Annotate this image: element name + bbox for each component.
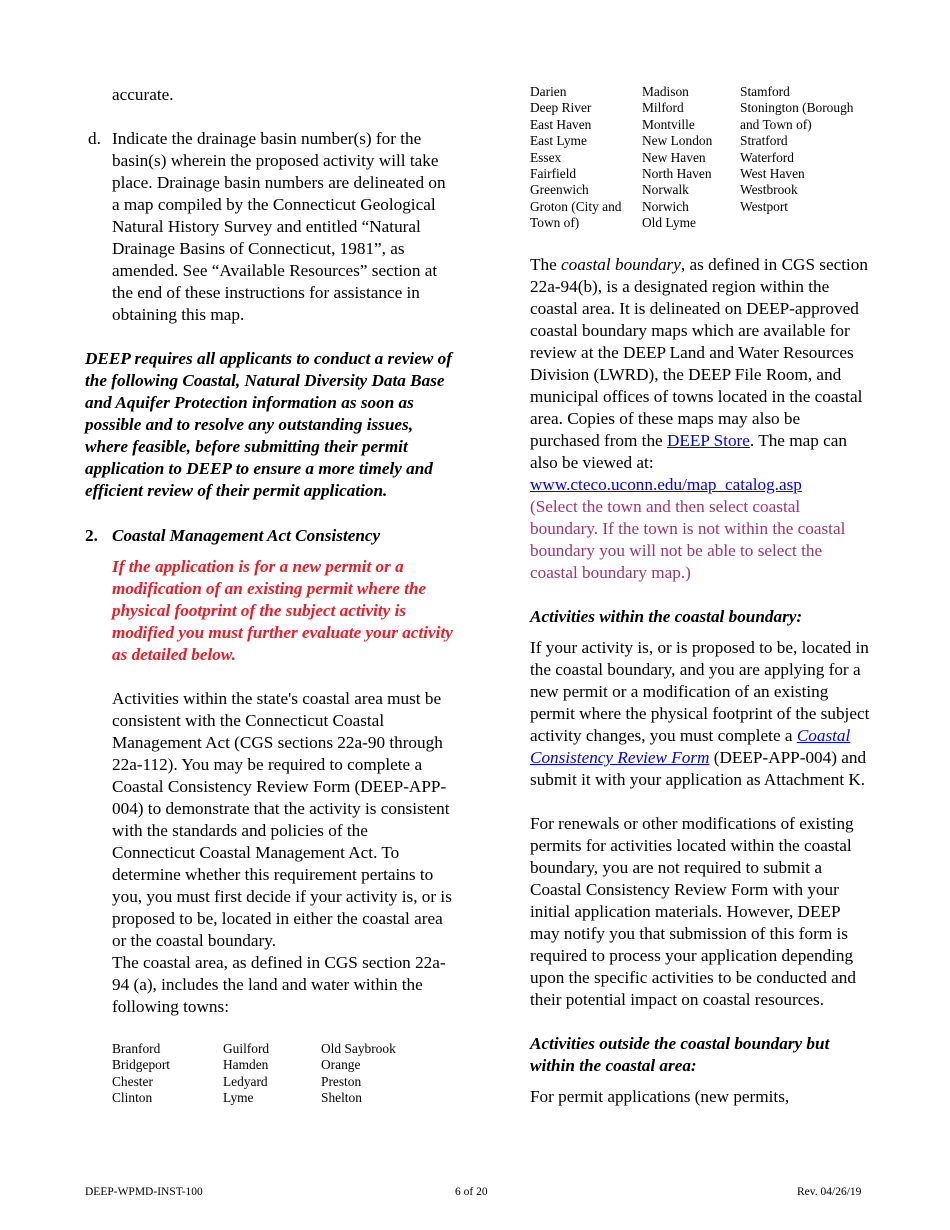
- town-name: North Haven: [642, 166, 712, 182]
- town-name: Groton (City and Town of): [530, 198, 622, 231]
- deep-requires-notice: DEEP requires all applicants to conduct a review of the following Coastal, Natural Diversity Data Base and Aquifer Protection information as soon as possible and to resolve any outstanding issues, where feasible, before submitting their permit application to DEEP to ensure a more timely and efficient review of their permit application.: [85, 349, 452, 500]
- town-name: [740, 215, 870, 231]
- town-name: Milford: [642, 100, 684, 116]
- footer-revision: Rev. 04/26/19: [797, 1186, 862, 1198]
- renewals-paragraph: For renewals or other modifications of existing permits for activities located within the coastal boundary, you are not required to submit a Coastal Consistency Review Form with your initial application materials. However, DEEP may notify you that submission of this form is required to process your application depending upon the specific activities to be conducted and their potential impact on coastal resources.: [530, 813, 856, 1009]
- section-2-heading: [85, 525, 455, 547]
- town-name: Stonington (Borough and Town of): [740, 100, 854, 132]
- item-d-marker: d.: [88, 129, 101, 148]
- town-name: Branford: [112, 1041, 161, 1056]
- town-name: East Lyme: [530, 133, 587, 149]
- item-d: [85, 128, 455, 326]
- town-name: Chester: [112, 1073, 153, 1089]
- town-name: Madison: [642, 84, 689, 99]
- town-name: Guilford: [223, 1041, 270, 1056]
- town-name: Preston: [321, 1073, 362, 1089]
- town-name: Orange: [321, 1057, 361, 1073]
- coastal-boundary-paragraph: [530, 254, 870, 584]
- outside-boundary-heading: Activities outside the coastal boundary but within the coastal area:: [530, 1033, 830, 1075]
- town-name: Greenwich: [530, 182, 589, 198]
- town-name: Old Saybrook: [321, 1041, 396, 1056]
- town-name: Montville: [642, 116, 695, 132]
- boundary-text-mid: , as defined in CGS section 22a-94(b), is a designated region within the coastal area. It is delineated on DEEP-approved coastal boundary maps which are available for review at the DEEP Land and Water Resources Division (LWRD), the DEEP File Room, and municipal offices of towns located in the coastal area. Copies of these maps may also be purchased from the: [530, 254, 868, 450]
- town-name: Waterford: [740, 149, 794, 165]
- town-name: Deep River: [530, 100, 592, 116]
- town-name: Darien: [530, 84, 567, 99]
- town-name: Stratford: [740, 133, 788, 149]
- boundary-text-pre: The: [530, 254, 562, 274]
- town-name: Old Lyme: [642, 215, 696, 231]
- town-name: Essex: [530, 149, 562, 165]
- coastal-act-paragraph: Activities within the state's coastal area must be consistent with the Connecticut Coastal Management Act (CGS sections 22a-90 through 22a-112). You may be required to complete a Coastal Consistency Review Form (DEEP-APP-004) to demonstrate that the activity is consistent with the standards and policies of the Connecticut Coastal Management Act. To determine whether this requirement pertains to you, you must first decide if your activity is, or is proposed to be, located in either the coastal area or the coastal boundary.: [112, 689, 452, 950]
- item-d-text: Indicate the drainage basin number(s) for the basin(s) wherein the proposed activity will take place. Drainage basin numbers are delineated on a map compiled by the Connecticut Geological Natural History Survey and entitled “Natural Drainage Basins of Connecticut, 1981”, as amended. See “Available Resources” section at the end of these instructions for assistance in obtaining this map.: [112, 129, 446, 324]
- town-name: Westport: [740, 198, 789, 214]
- outside-boundary-paragraph: For permit applications (new permits,: [530, 1086, 790, 1106]
- town-name: New Haven: [642, 149, 706, 165]
- coastal-area-paragraph: The coastal area, as defined in CGS section 22a-94 (a), includes the land and water within the following towns:: [112, 953, 446, 1016]
- town-name: East Haven: [530, 116, 592, 132]
- map-selection-note: (Select the town and then select coastal boundary. If the town is not within the coastal boundary you will not be able to select the coastal boundary map.): [530, 496, 846, 582]
- footer-page-number: 6 of 20: [455, 1186, 488, 1198]
- town-name: Clinton: [112, 1090, 153, 1106]
- town-name: Norwalk: [642, 182, 689, 198]
- within-text-pre: If your activity is, or is proposed to be, located in the coastal boundary, and you are applying for a new permit or a modification of an existing permit where the physical footprint of the subject activity changes, you must complete a: [530, 637, 870, 745]
- within-text-post: (DEEP-APP-004) and submit it with your application as Attachment K.: [530, 747, 867, 789]
- town-name: Hamden: [223, 1057, 269, 1073]
- town-name: West Haven: [740, 166, 805, 182]
- within-boundary-paragraph: [530, 637, 870, 791]
- town-name: New London: [642, 133, 713, 149]
- left-column: [85, 84, 455, 1107]
- town-name: Lyme: [223, 1090, 254, 1106]
- continued-text: accurate.: [112, 85, 174, 104]
- town-name: Stamford: [740, 84, 790, 99]
- coastal-towns-list-right: [530, 84, 870, 232]
- section-2-number: 2.: [85, 526, 98, 545]
- boundary-term: coastal boundary: [561, 254, 681, 274]
- map-catalog-link[interactable]: www.cteco.uconn.edu/map_catalog.asp: [530, 474, 802, 494]
- town-name: Ledyard: [223, 1073, 268, 1089]
- within-boundary-heading: Activities within the coastal boundary:: [530, 606, 803, 626]
- deep-store-link[interactable]: DEEP Store: [666, 430, 750, 450]
- town-name: Norwich: [642, 198, 689, 214]
- section-2-title: Coastal Management Act Consistency: [112, 526, 381, 545]
- town-name: Shelton: [321, 1090, 362, 1106]
- right-column: [530, 84, 870, 1108]
- boundary-text-post: . The map can also be viewed at:: [530, 430, 847, 472]
- coastal-consistency-form-link[interactable]: Coastal Consistency Review Form: [530, 725, 851, 767]
- coastal-towns-list-left: [112, 1041, 455, 1107]
- red-evaluation-note: If the application is for a new permit or a modification of an existing permit where the physical footprint of the subject activity is modified you must further evaluate your activity as detailed below.: [112, 557, 453, 664]
- footer-doc-id: DEEP-WPMD-INST-100: [85, 1186, 203, 1198]
- town-name: Fairfield: [530, 166, 577, 182]
- town-name: Bridgeport: [112, 1057, 171, 1073]
- town-name: Westbrook: [740, 182, 798, 198]
